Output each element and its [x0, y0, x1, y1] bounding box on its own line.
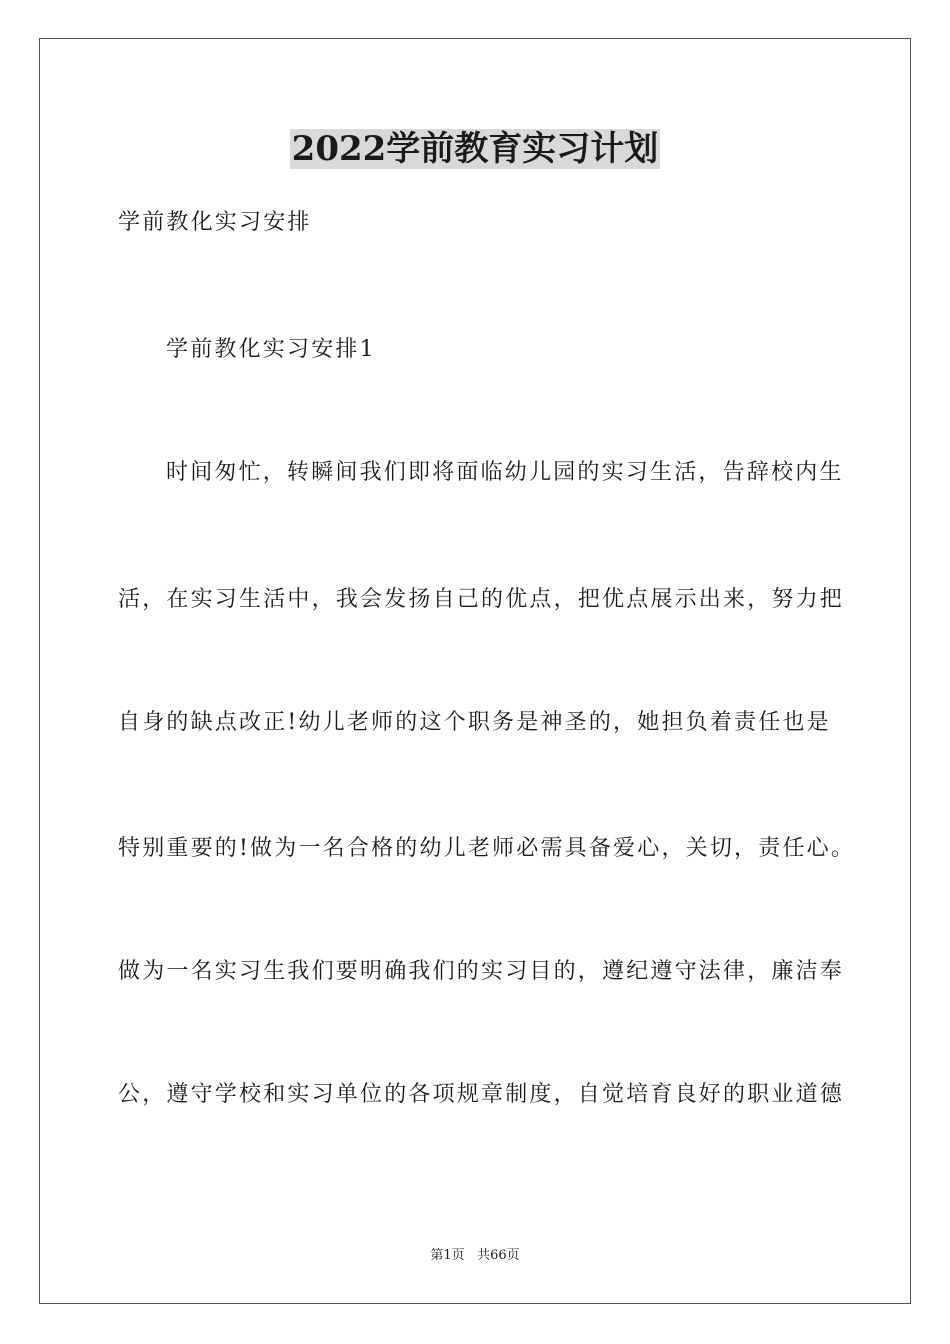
paragraph-line-2: 活，在实习生活中，我会发扬自己的优点，把优点展示出来，努力把	[118, 587, 845, 612]
document-title-text: 2022学前教育实习计划	[291, 129, 659, 169]
page-number: 第1页	[430, 1248, 465, 1263]
page-total: 共66页	[477, 1248, 520, 1263]
paragraph-line-3: 自身的缺点改正!幼儿老师的这个职务是神圣的，她担负着责任也是	[118, 710, 831, 735]
paragraph-line-4: 特别重要的!做为一名合格的幼儿老师必需具备爱心，关切，责任心。	[118, 836, 856, 861]
section-heading: 学前教化实习安排1	[166, 337, 376, 362]
paragraph-line-6: 公，遵守学校和实习单位的各项规章制度，自觉培育良好的职业道德	[118, 1082, 845, 1107]
paragraph-line-1: 时间匆忙，转瞬间我们即将面临幼儿园的实习生活，告辞校内生	[166, 460, 844, 485]
document-subtitle: 学前教化实习安排	[118, 210, 312, 235]
page-footer	[0, 1247, 950, 1265]
document-title	[0, 128, 950, 170]
paragraph-line-5: 做为一名实习生我们要明确我们的实习目的，遵纪遵守法律，廉洁奉	[118, 959, 845, 984]
